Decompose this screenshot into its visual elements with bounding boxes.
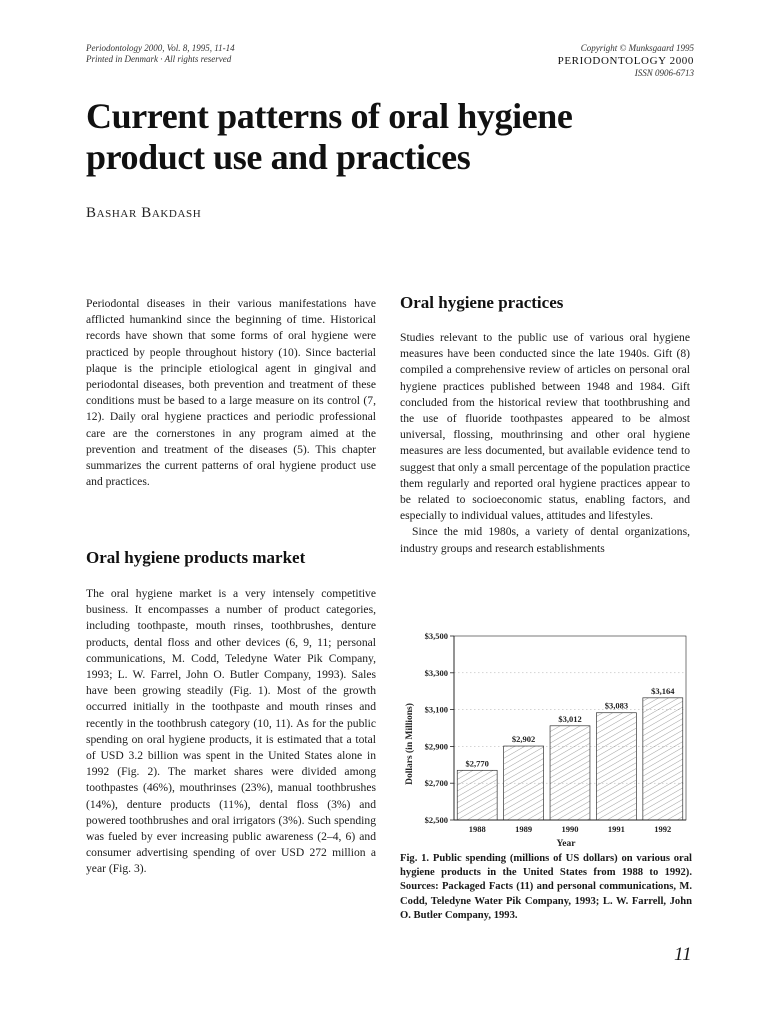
market-text: The oral hygiene market is a very intensely competitive business. It encompasses a number of product categories, including toothpaste, mouth rinses, toothbrushes, denture products, dental floss and other devices (6, 9, 11; personal communications, M. Codd, Teledyne Water Pik Company, 1993; L. W. Farrel, John O. Butler Company, 1993). Sales have been growing steadily (Fig. 1). Most of the growth occurred initially in the toothpaste and mouth rinses and recently in the toothbrush category (10, 11). As for the public spending on oral hygiene products, it is estimated that a total of USD 3.2 billion was spent in the United States alone in 1992 (Fig. 2). The market shares were divided among toothpastes (46%), mouthrinses (23%), manual toothbrushes (14%), denture products (11%), dental floss (3%) and powered toothbrushes and oral irrigators (3%). Such spending was fueled by ever increasing public awareness (2–4, 6) and consumer advertising spending of over USD 272 million a year (Fig. 3). bbox=[86, 587, 376, 876]
y-tick-label: $3,500 bbox=[424, 631, 448, 641]
y-tick-label: $2,700 bbox=[424, 778, 448, 789]
article-title bbox=[86, 96, 726, 178]
bar-value-label: $3,164 bbox=[651, 685, 675, 696]
y-tick-label: $3,300 bbox=[424, 667, 448, 678]
bar bbox=[457, 770, 497, 820]
x-axis-title: Year bbox=[556, 839, 576, 849]
title-line-1: Current patterns of oral hygiene bbox=[86, 96, 573, 136]
y-tick-label: $3,100 bbox=[424, 704, 448, 715]
header-journal: PERIODONTOLOGY 2000 bbox=[557, 55, 694, 67]
practices-section bbox=[400, 330, 690, 557]
bar bbox=[596, 713, 636, 820]
bar bbox=[504, 746, 544, 820]
chart-x-axis-ticks bbox=[469, 824, 672, 834]
title-line-2: product use and practices bbox=[86, 137, 471, 177]
y-axis-title: Dollars (in Millions) bbox=[405, 703, 415, 785]
practices-text-2: Since the mid 1980s, a variety of dental organizations, industry groups and research establishments bbox=[400, 525, 690, 555]
y-tick-label: $2,500 bbox=[424, 815, 448, 825]
header-rights: Printed in Denmark · All rights reserved bbox=[86, 54, 232, 64]
x-tick-label: 1991 bbox=[607, 824, 625, 834]
header-copyright: Copyright © Munksgaard 1995 bbox=[580, 43, 694, 53]
running-header-right bbox=[558, 43, 694, 79]
bar-value-label: $3,012 bbox=[558, 713, 582, 724]
header-issn: ISSN 0906-6713 bbox=[634, 68, 694, 78]
x-tick-label: 1992 bbox=[654, 824, 672, 834]
bar bbox=[643, 698, 683, 820]
chart-y-axis-ticks bbox=[425, 631, 454, 825]
practices-text: Studies relevant to the public use of various oral hygiene measures have been conducted since the late 1940s. Gift (8) compiled a comprehensive review of articles on personal oral hygiene practices published between 1948 and 1984. Gift concluded from the historical review that toothbrushing and the use of fluoride toothpastes appeared to be almost universal, flossing, mouthrinsing and other oral hygiene measures are less documented, but available evidence tend to suggest that only a small percentage of the population practice them regularly and reported oral hygiene practices appear to be related to socioeconomic status, enabling factors, and especially to individual values, attitudes and lifestyles. bbox=[400, 331, 690, 523]
y-tick-label: $2,900 bbox=[424, 741, 448, 752]
intro-text: Periodontal diseases in their various manifestations have afflicted humankind since the beginning of time. Historical records have shown that some forms of oral hygiene were practiced by people throughout history (10). Since bacterial plaque is the principle etiological agent in gingival and periodontal diseases, both prevention and treatment of these conditions must be based to a large measure on its control (7, 12). Daily oral hygiene practices and periodic professional care are the cornerstones in any program aimed at the prevention and treatment of the diseases (5). This chapter summarizes the current patterns of oral hygiene product use and practices. bbox=[86, 297, 376, 489]
bar-value-label: $3,083 bbox=[604, 700, 629, 711]
x-tick-label: 1989 bbox=[515, 824, 533, 834]
practices-heading: Oral hygiene practices bbox=[400, 293, 564, 312]
x-tick-label: 1990 bbox=[561, 824, 579, 834]
bar bbox=[550, 726, 590, 820]
figure-1-caption: Fig. 1. Public spending (millions of US dollars) on various oral hygiene products in the United States from 1988 to 1992). Sources: Packaged Facts (11) and personal communications, M. Codd, Teledyne Water Pik Company, 1993; L. W. Farrell, John O. Butler Company, 1993. bbox=[400, 853, 692, 921]
author-name: Bashar Bakdash bbox=[86, 205, 202, 221]
x-tick-label: 1988 bbox=[468, 824, 486, 834]
bar-value-label: $2,902 bbox=[511, 734, 536, 745]
intro-paragraph bbox=[86, 296, 376, 490]
bar-value-label: $2,770 bbox=[465, 758, 489, 769]
figure-1-bar-chart bbox=[396, 624, 696, 852]
market-heading: Oral hygiene products market bbox=[86, 548, 306, 567]
running-header-left bbox=[86, 43, 235, 65]
market-section bbox=[86, 586, 376, 878]
page-number: 11 bbox=[674, 944, 692, 965]
header-citation: Periodontology 2000, Vol. 8, 1995, 11-14 bbox=[86, 43, 235, 53]
